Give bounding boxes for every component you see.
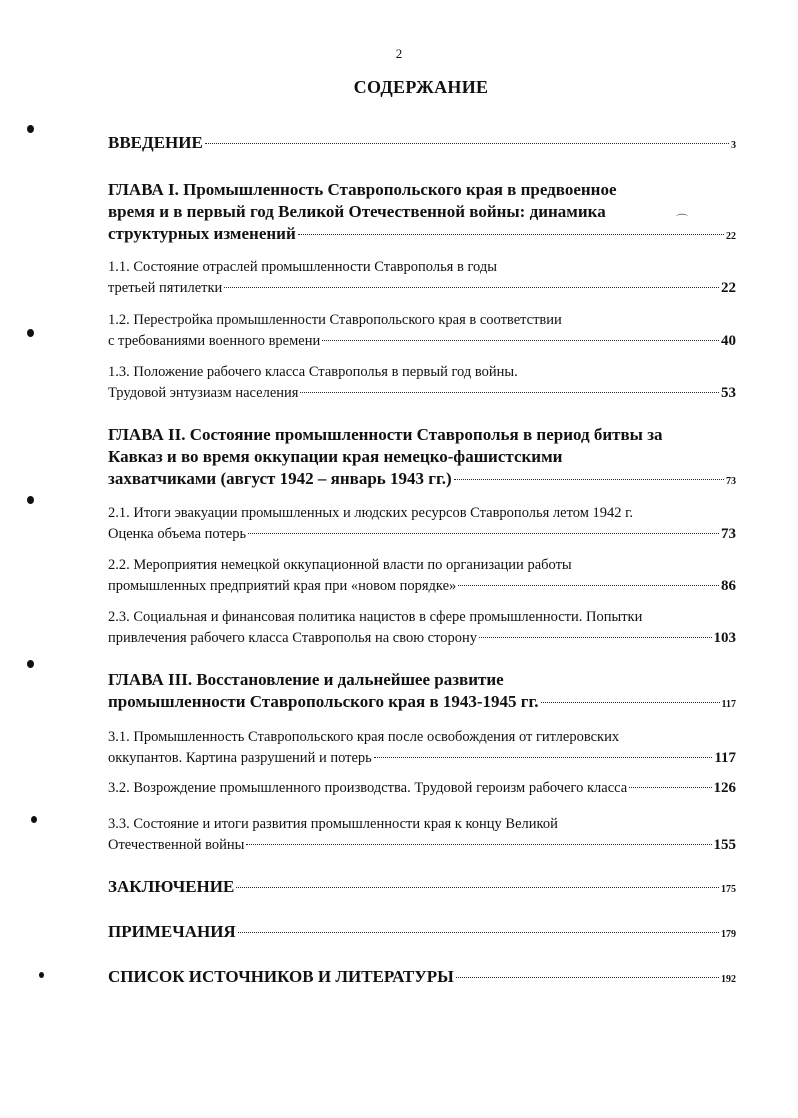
leader-dots [236, 887, 719, 888]
pencil-mark-icon: ⌒ [676, 213, 689, 227]
toc-entry[interactable]: ГЛАВА II. Состояние промышленности Ставрополья в период битвы за Кавказ и во время оккупации края немецко-фашистскими захватчиками (август 1942 – январь 1943 гг.) 73 [108, 424, 736, 493]
leader-dots [541, 702, 720, 703]
page-ref: 86 [721, 578, 736, 594]
leader-dots [238, 932, 719, 933]
page-ref: 22 [726, 231, 736, 242]
page-ref: 53 [721, 385, 736, 401]
toc-entry[interactable]: 1.1. Состояние отраслей промышленности Ставрополья в годы третьей пятилетки 22 [108, 257, 736, 299]
page-ref: 179 [721, 929, 736, 940]
toc-entry[interactable]: ЗАКЛЮЧЕНИЕ 175 [108, 876, 736, 901]
margin-dot [27, 660, 34, 668]
page-ref: 126 [713, 780, 736, 796]
margin-dot [27, 496, 34, 504]
toc-entry[interactable]: 3.3. Состояние и итоги развития промышленности края к концу Великой Отечественной войны 155 [108, 814, 736, 856]
leader-dots [224, 287, 719, 288]
margin-dot [31, 816, 37, 823]
page-number: 2 [395, 46, 403, 61]
leader-dots [248, 533, 719, 534]
page-ref: 155 [713, 837, 736, 853]
toc-entry[interactable]: 2.3. Социальная и финансовая политика нацистов в сфере промышленности. Попытки привлечения рабочего класса Ставрополья на свою сторону 103 [108, 607, 736, 649]
leader-dots [322, 340, 719, 341]
toc-entry[interactable]: 1.2. Перестройка промышленности Ставропольского края в соответствии с требованиями военного времени 40 [108, 310, 736, 352]
page-ref: 192 [721, 974, 736, 985]
toc-entry[interactable]: ВВЕДЕНИЕ 3 [108, 132, 736, 157]
toc-entry[interactable]: СПИСОК ИСТОЧНИКОВ И ЛИТЕРАТУРЫ 192 [108, 966, 736, 991]
toc-entry[interactable]: 3.1. Промышленность Ставропольского края после освобождения от гитлеровских оккупантов. Картина разрушений и потерь 117 [108, 727, 736, 769]
leader-dots [205, 143, 729, 144]
page-ref: 117 [721, 699, 736, 710]
toc-entry[interactable]: 2.1. Итоги эвакуации промышленных и людских ресурсов Ставрополья летом 1942 г. Оценка объема потерь 73 [108, 503, 736, 545]
toc-entry[interactable]: ПРИМЕЧАНИЯ 179 [108, 921, 736, 946]
leader-dots [300, 392, 719, 393]
margin-dot [27, 125, 34, 133]
toc-entry[interactable]: 1.3. Положение рабочего класса Ставрополья в первый год войны. Трудовой энтузиазм населения 53 [108, 362, 736, 404]
margin-dot [27, 329, 34, 337]
toc-entry[interactable]: 3.2. Возрождение промышленного производства. Трудовой героизм рабочего класса 126 [108, 778, 736, 799]
page-ref: 40 [721, 333, 736, 349]
leader-dots [454, 479, 724, 480]
leader-dots [458, 585, 719, 586]
page-ref: 73 [726, 476, 736, 487]
page-ref: 117 [714, 750, 736, 766]
toc-entry[interactable]: ГЛАВА III. Восстановление и дальнейшее развитие промышленности Ставропольского края в 1943-1945 гг. 117 [108, 669, 736, 716]
toc-entry[interactable]: ГЛАВА I. Промышленность Ставропольского края в предвоенное время и в первый год Великой Отечественной войны: динамика структурных изменений 22 [108, 179, 736, 248]
page-ref: 103 [713, 630, 736, 646]
leader-dots [479, 637, 711, 638]
leader-dots [374, 757, 713, 758]
margin-dot [39, 972, 44, 978]
leader-dots [456, 977, 719, 978]
page-ref: 3 [731, 140, 736, 151]
page-ref: 73 [721, 526, 736, 542]
toc-entry[interactable]: 2.2. Мероприятия немецкой оккупационной власти по организации работы промышленных предприятий края при «новом порядке» 86 [108, 555, 736, 597]
page-ref: 22 [721, 280, 736, 296]
page-ref: 175 [721, 884, 736, 895]
page-title: СОДЕРЖАНИЕ [353, 77, 489, 97]
leader-dots [629, 787, 711, 788]
leader-dots [298, 234, 724, 235]
leader-dots [246, 844, 711, 845]
